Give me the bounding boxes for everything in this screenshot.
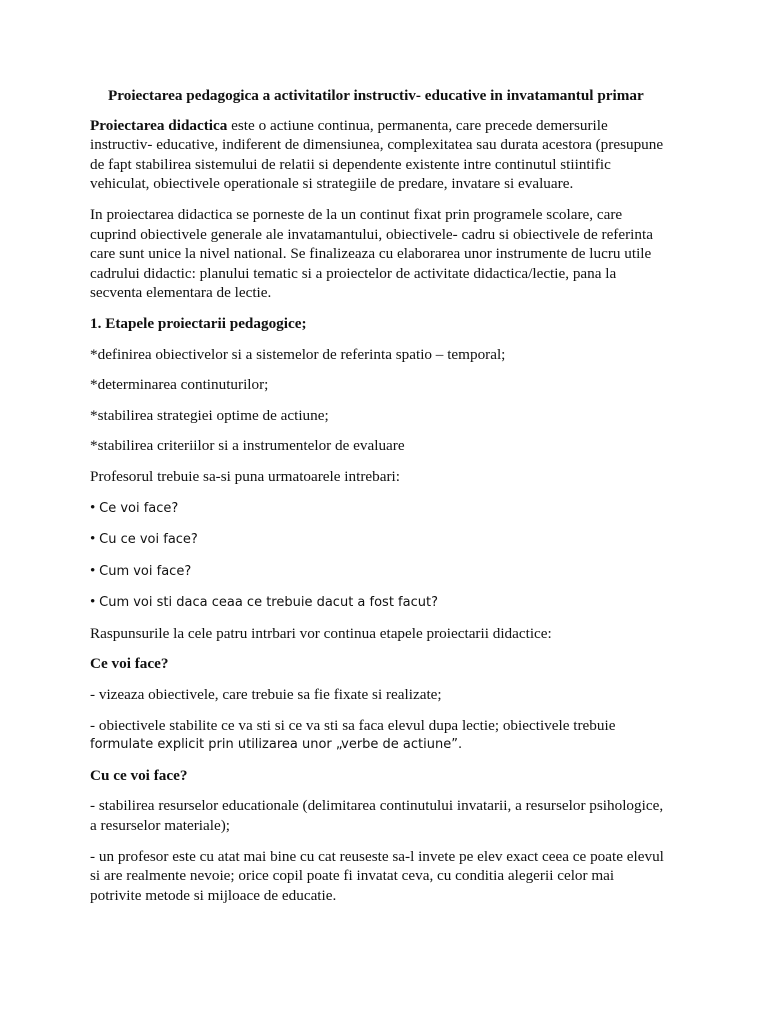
document-title: Proiectarea pedagogica a activitatilor instructiv- educative in invatamantul primar [108, 87, 644, 104]
step-item: *stabilirea criteriilor si a instrumentelor de evaluare [90, 437, 405, 455]
bullet-icon: • [90, 498, 96, 516]
question-item [90, 529, 690, 550]
question-text: Cum voi sti daca ceaa ce trebuie dacut a fost facut? [99, 595, 438, 611]
bullet-icon: • [90, 561, 96, 579]
intro-paragraph [90, 116, 690, 194]
question-item [90, 592, 690, 613]
question-item [90, 498, 690, 519]
paragraph-line: secventa elementara de lectie. [90, 284, 272, 302]
questions-intro: Profesorul trebuie sa-si puna urmatoarele intrebari: [90, 467, 400, 485]
with-what-point [90, 847, 690, 906]
paragraph-line: In proiectarea didactica se porneste de la un continut fixat prin programele scolare, care [90, 205, 623, 223]
intro-line: de fapt stabilirea sistemului de relatii si dependente existente intre continutul stiintific [90, 155, 611, 173]
answers-intro: Raspunsurile la cele patru intrbari vor continua etapele proiectarii didactice: [90, 624, 552, 642]
with-what-point [90, 796, 690, 835]
paragraph-line: cuprind obiectivele generale ale invatamantului, obiectivele- cadru si obiectivele de referinta [90, 225, 653, 243]
question-text: Cum voi face? [99, 563, 192, 579]
bullet-icon: • [90, 593, 96, 611]
paragraph-line: potrivite metode si mijloace de educatie. [90, 886, 337, 904]
paragraph-line: a resurselor materiale); [90, 817, 230, 835]
intro-line: instructiv- educative, indiferent de dimensiunea, complexitatea sau durata acestora (presupune [90, 136, 664, 154]
intro-line: vehiculat, obiectivele operationale si strategiile de predare, invatare si evaluare. [90, 175, 574, 193]
paragraph-line: formulate explicit prin utilizarea unor „verbe de actiune”. [90, 737, 463, 753]
paragraph-line: cadrului didactic: planului tematic si a proiectelor de activitate didactica/lectie, pana la [90, 264, 617, 282]
paragraph-line: care sunt unice la nivel national. Se finalizeaza cu elaborarea unor instrumente de lucru utile [90, 245, 652, 263]
question-text: Cu ce voi face? [99, 532, 198, 548]
paragraph-line: - un profesor este cu atat mai bine cu cat reuseste sa-l invete pe elev exact ceea ce poate elevul [90, 847, 664, 865]
section-heading-what: Ce voi face? [90, 655, 169, 673]
intro-lead-term: Proiectarea didactica [90, 116, 228, 134]
what-point: - vizeaza obiectivele, care trebuie sa fie fixate si realizate; [90, 686, 442, 704]
step-item: *definirea obiectivelor si a sistemelor de referinta spatio – temporal; [90, 345, 506, 363]
paragraph-line: si are realmente nevoie; orice copil poate fi invatat ceva, cu conditia alegerii celor mai [90, 867, 615, 885]
paragraph-line: - obiectivele stabilite ce va sti si ce va sti sa faca elevul dupa lectie; obiectivele trebuie [90, 716, 616, 734]
step-item: *stabilirea strategiei optime de actiune; [90, 406, 329, 424]
intro-line [90, 116, 690, 136]
paragraph-line: - stabilirea resurselor educationale (delimitarea continutului invatarii, a resurselor psihologice, [90, 797, 664, 815]
question-text: Ce voi face? [99, 500, 179, 516]
curriculum-paragraph [90, 205, 690, 303]
step-item: *determinarea continuturilor; [90, 376, 269, 394]
intro-line-rest: este o actiune continua, permanenta, care precede demersurile [227, 116, 608, 134]
question-item [90, 561, 690, 582]
what-point [90, 716, 690, 755]
section-heading-with-what: Cu ce voi face? [90, 766, 188, 784]
section-heading-stages: 1. Etapele proiectarii pedagogice; [90, 314, 307, 332]
document-page [90, 86, 690, 916]
bullet-icon: • [90, 530, 96, 548]
